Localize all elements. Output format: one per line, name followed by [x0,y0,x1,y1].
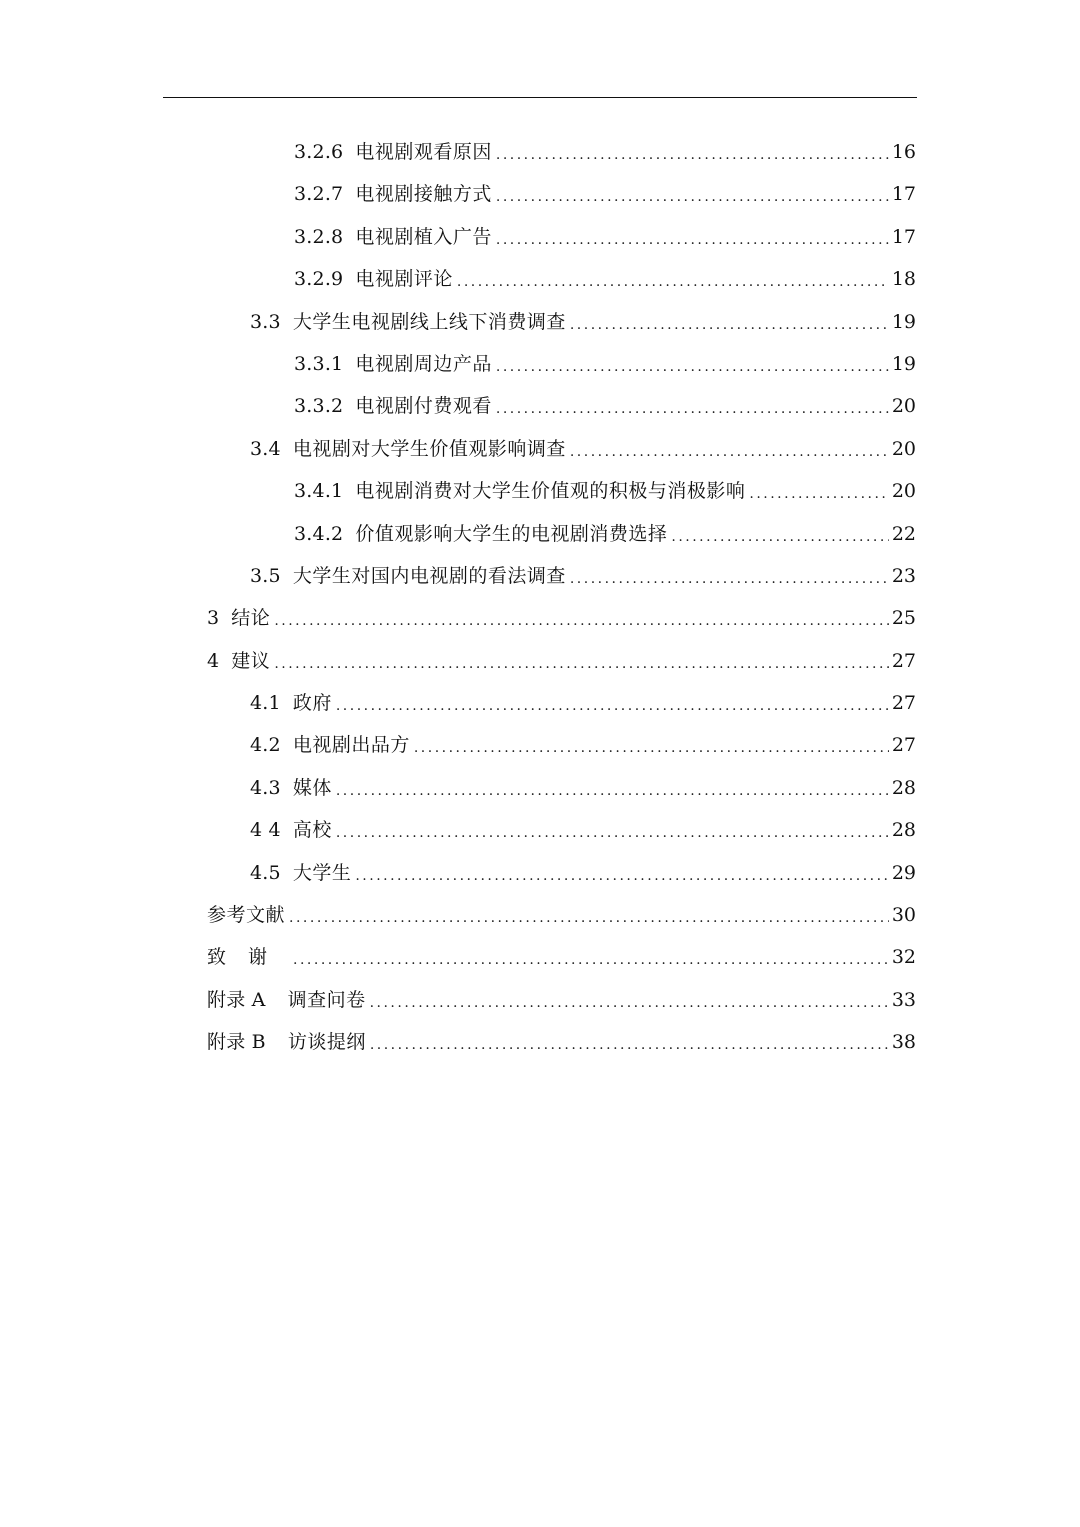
toc-entry-number: 4.1 [250,692,281,715]
toc-entry-number: 4 4 [250,819,281,842]
toc-entry-page-number: 27 [891,649,916,672]
toc-entry-title: 电视剧消费对大学生价值观的积极与消极影响 [355,480,746,503]
dot-leader [336,812,889,854]
toc-entry-number: 3.2.7 [294,183,344,206]
toc-entry-title: 政府 [292,692,332,715]
toc-entry-number: 3.4.2 [294,522,344,545]
table-of-contents [0,131,1080,1064]
dot-leader [336,770,889,812]
toc-entry-title: 电视剧对大学生价值观影响调查 [292,437,566,460]
toc-entry[interactable] [0,428,1080,470]
toc-entry-page-number: 33 [891,988,916,1011]
toc-entry-title: 电视剧周边产品 [355,352,492,375]
toc-entry[interactable] [0,385,1080,427]
toc-entry-number: 3 [207,607,220,630]
dot-leader [370,982,889,1024]
toc-entry-number: 4.5 [250,861,281,884]
toc-entry-page-number: 19 [891,352,916,375]
toc-entry[interactable] [0,301,1080,343]
toc-entry-page-number: 16 [891,141,916,163]
dot-leader [289,897,889,939]
toc-entry[interactable] [0,894,1080,936]
toc-entry-number: 附录 A [207,988,266,1011]
dot-leader [414,727,889,769]
toc-entry-page-number: 17 [891,225,916,248]
toc-entry[interactable] [0,555,1080,597]
toc-entry-title: 高校 [292,819,332,842]
toc-entry-page-number: 23 [891,564,916,587]
toc-entry-number: 3.5 [250,564,281,587]
toc-entry-page-number: 17 [891,183,916,206]
toc-entry-page-number: 20 [891,395,916,418]
toc-entry-title: 电视剧观看原因 [355,141,492,163]
toc-entry-page-number: 25 [891,607,916,630]
dot-leader [370,1024,889,1066]
toc-entry-page-number: 19 [891,310,916,333]
toc-entry[interactable] [0,682,1080,724]
toc-entry-title: 媒体 [292,776,332,799]
dot-leader [496,134,889,176]
toc-entry[interactable] [0,1021,1080,1063]
toc-entry-page-number: 32 [891,946,916,969]
toc-entry-page-number: 22 [891,522,916,545]
toc-entry-title: 电视剧付费观看 [355,395,492,418]
header-rule [163,97,917,98]
toc-entry-number: 4 [207,649,220,672]
toc-entry-number: 3.4 [250,437,281,460]
dot-leader [355,855,888,897]
toc-entry-page-number: 20 [891,480,916,503]
toc-entry-page-number: 27 [891,734,916,757]
toc-entry-page-number: 38 [891,1031,916,1054]
toc-entry[interactable] [0,470,1080,512]
toc-entry[interactable] [0,640,1080,682]
toc-entry-title: 大学生 [292,861,352,884]
toc-entry-number: 3.2.8 [294,225,344,248]
toc-entry[interactable] [0,724,1080,766]
toc-entry[interactable] [0,131,1080,173]
toc-entry-title: 大学生电视剧线上线下消费调查 [292,310,566,333]
dot-leader [570,304,889,346]
toc-entry-title: 电视剧接触方式 [355,183,492,206]
toc-entry-title: 电视剧评论 [355,268,453,291]
toc-entry[interactable] [0,597,1080,639]
dot-leader [336,685,889,727]
toc-entry-page-number: 28 [891,819,916,842]
toc-entry-number: 4.3 [250,776,281,799]
dot-leader [671,516,888,558]
dot-leader [293,939,889,981]
toc-entry[interactable] [0,513,1080,555]
toc-entry-page-number: 28 [891,776,916,799]
toc-entry-title: 价值观影响大学生的电视剧消费选择 [355,522,668,545]
dot-leader [496,176,889,218]
toc-entry-page-number: 27 [891,692,916,715]
toc-entry-page-number: 18 [891,268,916,291]
dot-leader [570,431,889,473]
toc-entry-number: 3.2.9 [294,268,344,291]
dot-leader [749,473,888,515]
dot-leader [496,219,889,261]
toc-entry[interactable] [0,258,1080,300]
toc-entry[interactable] [0,936,1080,978]
toc-entry-number: 3.2.6 [294,141,344,163]
toc-entry[interactable] [0,979,1080,1021]
toc-entry[interactable] [0,767,1080,809]
toc-entry-title: 电视剧植入广告 [355,225,492,248]
toc-entry-number: 4.2 [250,734,281,757]
toc-entry-title: 大学生对国内电视剧的看法调查 [292,564,566,587]
toc-entry-page-number: 20 [891,437,916,460]
toc-entry-page-number: 30 [891,904,916,927]
toc-entry[interactable] [0,809,1080,851]
dot-leader [496,346,889,388]
toc-entry-title: 调查问卷 [287,988,366,1011]
toc-entry[interactable] [0,216,1080,258]
toc-entry[interactable] [0,173,1080,215]
toc-entry-title: 致谢 [207,946,290,969]
dot-leader [274,600,889,642]
toc-entry-title: 结论 [231,607,271,630]
toc-entry-title: 访谈提纲 [287,1031,366,1054]
dot-leader [496,388,889,430]
toc-entry-page-number: 29 [891,861,916,884]
toc-entry[interactable] [0,852,1080,894]
dot-leader [570,558,889,600]
toc-entry-title: 参考文献 [207,904,286,927]
toc-entry-title: 建议 [231,649,271,672]
toc-entry-number: 附录 B [207,1031,266,1054]
toc-entry[interactable] [0,343,1080,385]
dot-leader [457,261,889,303]
toc-entry-number: 3.4.1 [294,480,344,503]
toc-entry-number: 3.3.2 [294,395,344,418]
toc-entry-number: 3.3 [250,310,281,333]
dot-leader [274,643,889,685]
toc-entry-title: 电视剧出品方 [292,734,410,757]
toc-entry-number: 3.3.1 [294,352,344,375]
